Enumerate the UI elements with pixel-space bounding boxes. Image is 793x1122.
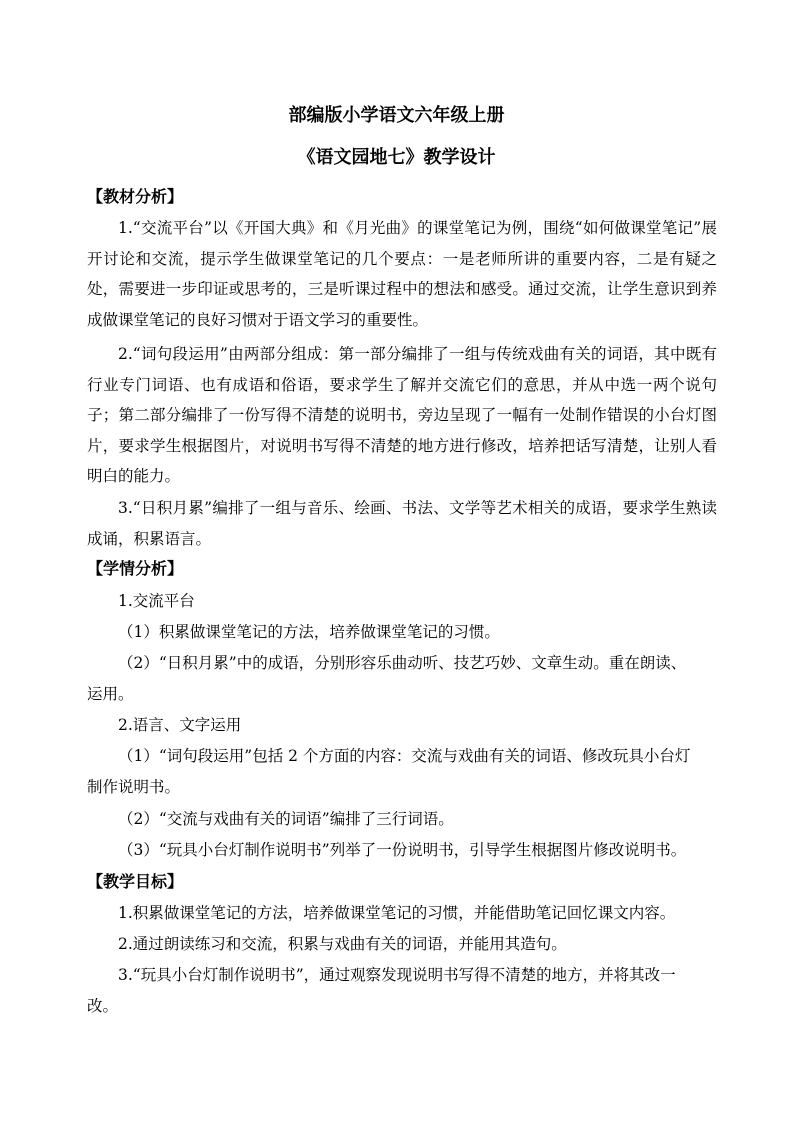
list-item: （2）“日积月累”中的成语，分别形容乐曲动听、技艺巧妙、文章生动。重在朗读、: [118, 654, 687, 672]
list-item: （1）“词句段运用”包括 2 个方面的内容：交流与戏曲有关的词语、修改玩具小台灯: [118, 747, 691, 765]
list-item: 1.交流平台: [118, 592, 195, 610]
paragraph: 2.“词句段运用”由两部分组成：第一部分编排了一组与传统戏曲有关的词语，其中既有行业专门词语、也有成语和俗语，要求学生了解并交流它们的意思，并从中选一两个说句子；第二部分编排了一份写得不清楚的说明书，旁边呈现了一幅有一处制作错误的小台灯图片，要求学生根据图片，对说明书写得不清楚的地方进行修改，培养把话写清楚，让别人看明白的能力。: [87, 345, 717, 485]
document-subtitle: 《语文园地七》教学设计: [297, 147, 496, 168]
paragraph: 1.“交流平台”以《开国大典》和《月光曲》的课堂笔记为例，围绕“如何做课堂笔记”展开讨论和交流，提示学生做课堂笔记的几个要点：一是老师所讲的重要内容，二是有疑之处，需要进一步印证或思考的，三是听课过程中的想法和感受。通过交流，让学生意识到养成做课堂笔记的良好习惯对于语文学习的重要性。: [87, 219, 717, 329]
paragraph: 3.“日积月累”编排了一组与音乐、绘画、书法、文学等艺术相关的成语，要求学生熟读成诵，积累语言。: [87, 499, 717, 548]
section-heading-teaching-objectives: 【教学目标】: [87, 872, 184, 891]
list-item: （2）“交流与戏曲有关的词语”编排了三行词语。: [118, 810, 454, 828]
section-heading-learner-analysis: 【学情分析】: [87, 559, 184, 578]
list-item: 改。: [87, 997, 119, 1015]
list-item: 3.“玩具小台灯制作说明书”，通过观察发现说明书写得不清楚的地方，并将其改一: [118, 966, 676, 984]
list-item: 1.积累做课堂笔记的方法，培养做课堂笔记的习惯，并能借助笔记回忆课文内容。: [118, 904, 676, 922]
list-item: 2.通过朗读练习和交流，积累与戏曲有关的词语，并能用其造句。: [118, 935, 567, 953]
list-item: 制作说明书。: [87, 778, 181, 796]
document-title: 部编版小学语文六年级上册: [288, 105, 505, 126]
list-item: （3）“玩具小台灯制作说明书”列举了一份说明书，引导学生根据图片修改说明书。: [118, 841, 687, 859]
list-item: （1）积累做课堂笔记的方法，培养做课堂笔记的习惯。: [118, 623, 500, 641]
section-heading-textbook-analysis: 【教材分析】: [87, 187, 184, 206]
list-item: 2.语言、文字运用: [118, 716, 242, 734]
list-item: 运用。: [87, 685, 134, 703]
